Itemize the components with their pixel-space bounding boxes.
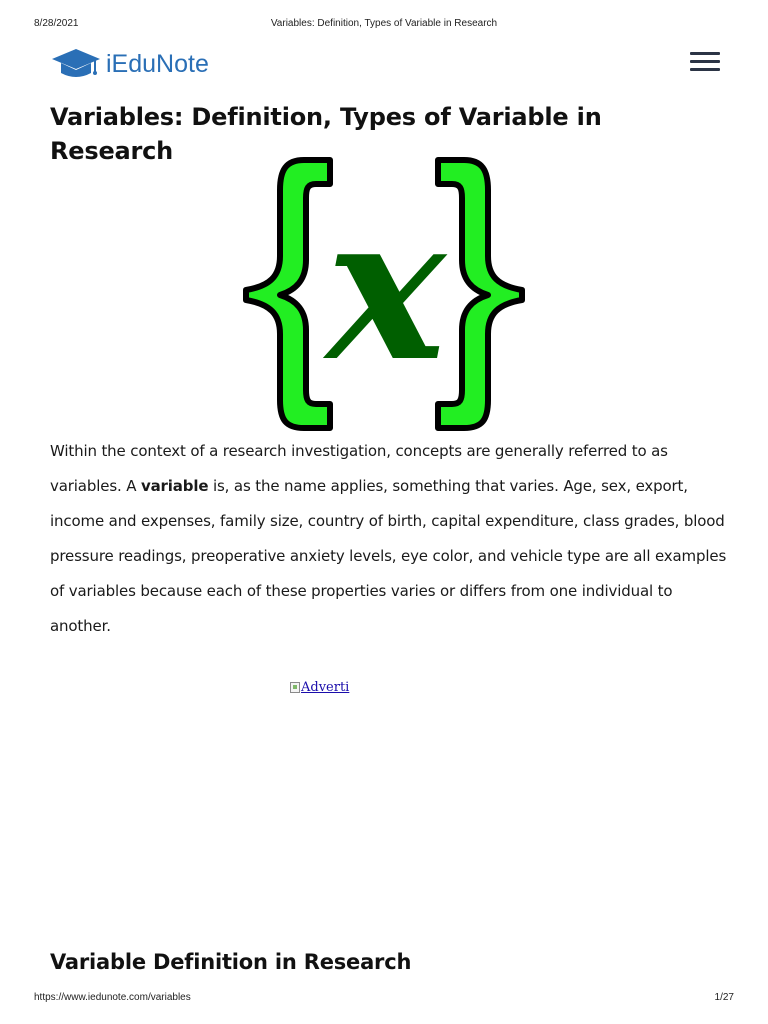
- print-url: https://www.iedunote.com/variables: [34, 992, 191, 1003]
- print-footer: [0, 992, 768, 1006]
- broken-image-icon: [290, 682, 300, 693]
- site-logo-text: iEduNote: [106, 49, 209, 78]
- hamburger-menu-icon: [690, 52, 720, 55]
- menu-button[interactable]: [690, 48, 720, 74]
- left-brace-shape: [246, 160, 330, 428]
- intro-bold-term: variable: [140, 477, 209, 495]
- intro-text-before: Within the context of a research investigation, concepts are generally referred to as variables. A: [50, 442, 668, 495]
- section-heading: Variable Definition in Research: [50, 950, 412, 974]
- intro-text-after: is, as the name applies, something that varies. Age, sex, export, income and expenses, family size, country of birth, capital expenditure, class grades, blood pressure readings, preoperative anxiety levels, eye color, and vehicle type are all examples of variables because each of these properties varies or differs from one individual to another.: [50, 477, 727, 635]
- print-page-title: Variables: Definition, Types of Variable in Research: [270, 18, 498, 29]
- site-logo[interactable]: [50, 44, 209, 84]
- page-title: Variables: Definition, Types of Variable in Research: [50, 103, 602, 165]
- right-brace-shape: [438, 160, 522, 428]
- intro-paragraph: [50, 434, 730, 644]
- site-header: [50, 44, 720, 84]
- print-page-number: 1/27: [714, 992, 734, 1003]
- print-date: 8/28/2021: [34, 18, 79, 29]
- graduation-cap-icon: [50, 46, 102, 82]
- variable-x-symbol: x: [326, 171, 446, 406]
- print-header: [0, 18, 768, 32]
- advertisement-link[interactable]: [290, 680, 349, 695]
- variable-x-image: [238, 152, 530, 436]
- advertisement-alt-text: Adverti: [301, 680, 350, 695]
